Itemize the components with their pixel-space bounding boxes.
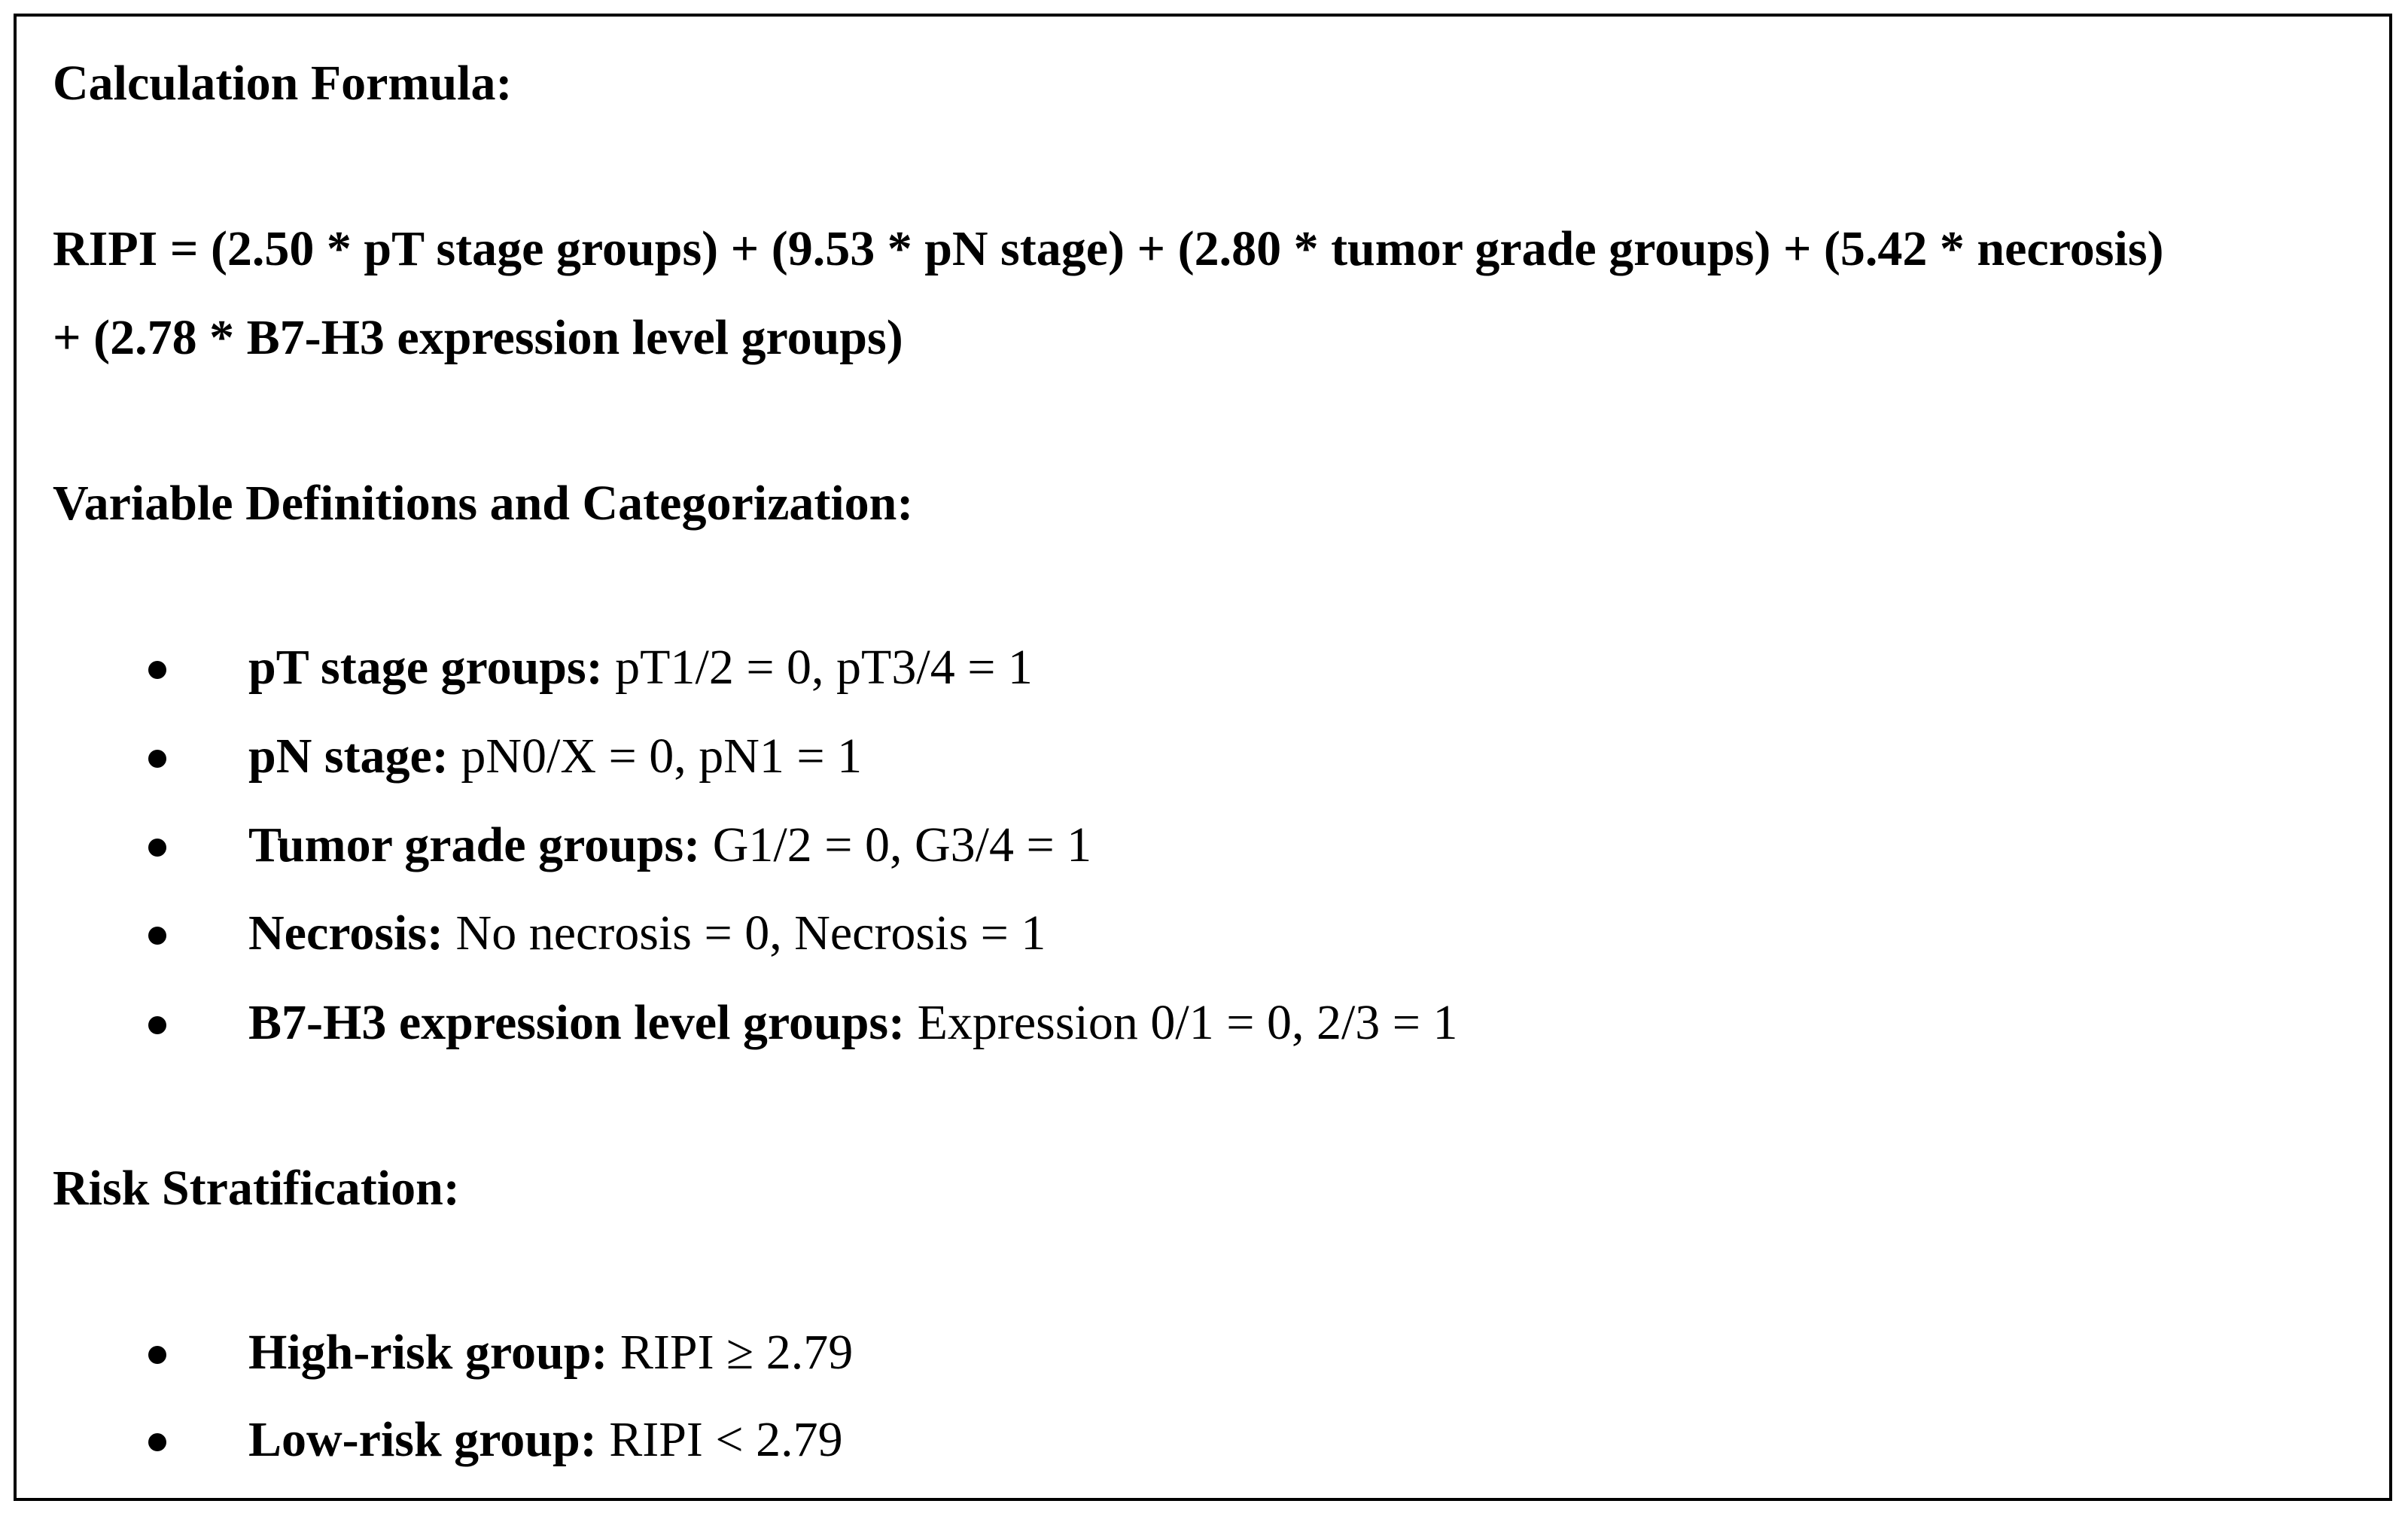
bullet-icon — [148, 750, 166, 768]
formula-line-1: RIPI = (2.50 * pT stage groups) + (9.53 * pN stage) + (2.80 * tumor grade groups) + (5.42 * necrosis) — [53, 221, 2164, 276]
variable-definition: G1/2 = 0, G3/4 = 1 — [700, 817, 1092, 872]
variable-definition: pN0/X = 0, pN1 = 1 — [448, 729, 863, 784]
bullet-icon — [148, 927, 166, 945]
formula-line-2: + (2.78 * B7-H3 expression level groups) — [53, 310, 903, 365]
variables-heading: Variable Definitions and Categorization: — [53, 476, 914, 531]
formula-heading: Calculation Formula: — [53, 56, 513, 111]
risk-term: High-risk group: — [248, 1325, 608, 1380]
variable-term: Necrosis: — [248, 906, 444, 960]
variable-definition: No necrosis = 0, Necrosis = 1 — [443, 906, 1046, 960]
variable-term: pN stage: — [248, 729, 449, 784]
bullet-icon — [148, 661, 166, 679]
variable-term: B7-H3 expression level groups: — [248, 995, 906, 1050]
bullet-icon — [148, 1346, 166, 1364]
bullet-icon — [148, 839, 166, 857]
variable-term: pT stage groups: — [248, 640, 603, 695]
bullet-icon — [148, 1433, 166, 1451]
risk-definition: RIPI ≥ 2.79 — [607, 1325, 854, 1380]
risk-term: Low-risk group: — [248, 1412, 597, 1467]
variable-definition: Expression 0/1 = 0, 2/3 = 1 — [905, 995, 1458, 1050]
risk-definition: RIPI < 2.79 — [596, 1412, 843, 1467]
bullet-icon — [148, 1016, 166, 1034]
risk-heading: Risk Stratification: — [53, 1161, 460, 1216]
variable-term: Tumor grade groups: — [248, 817, 701, 872]
variable-definition: pT1/2 = 0, pT3/4 = 1 — [602, 640, 1033, 695]
